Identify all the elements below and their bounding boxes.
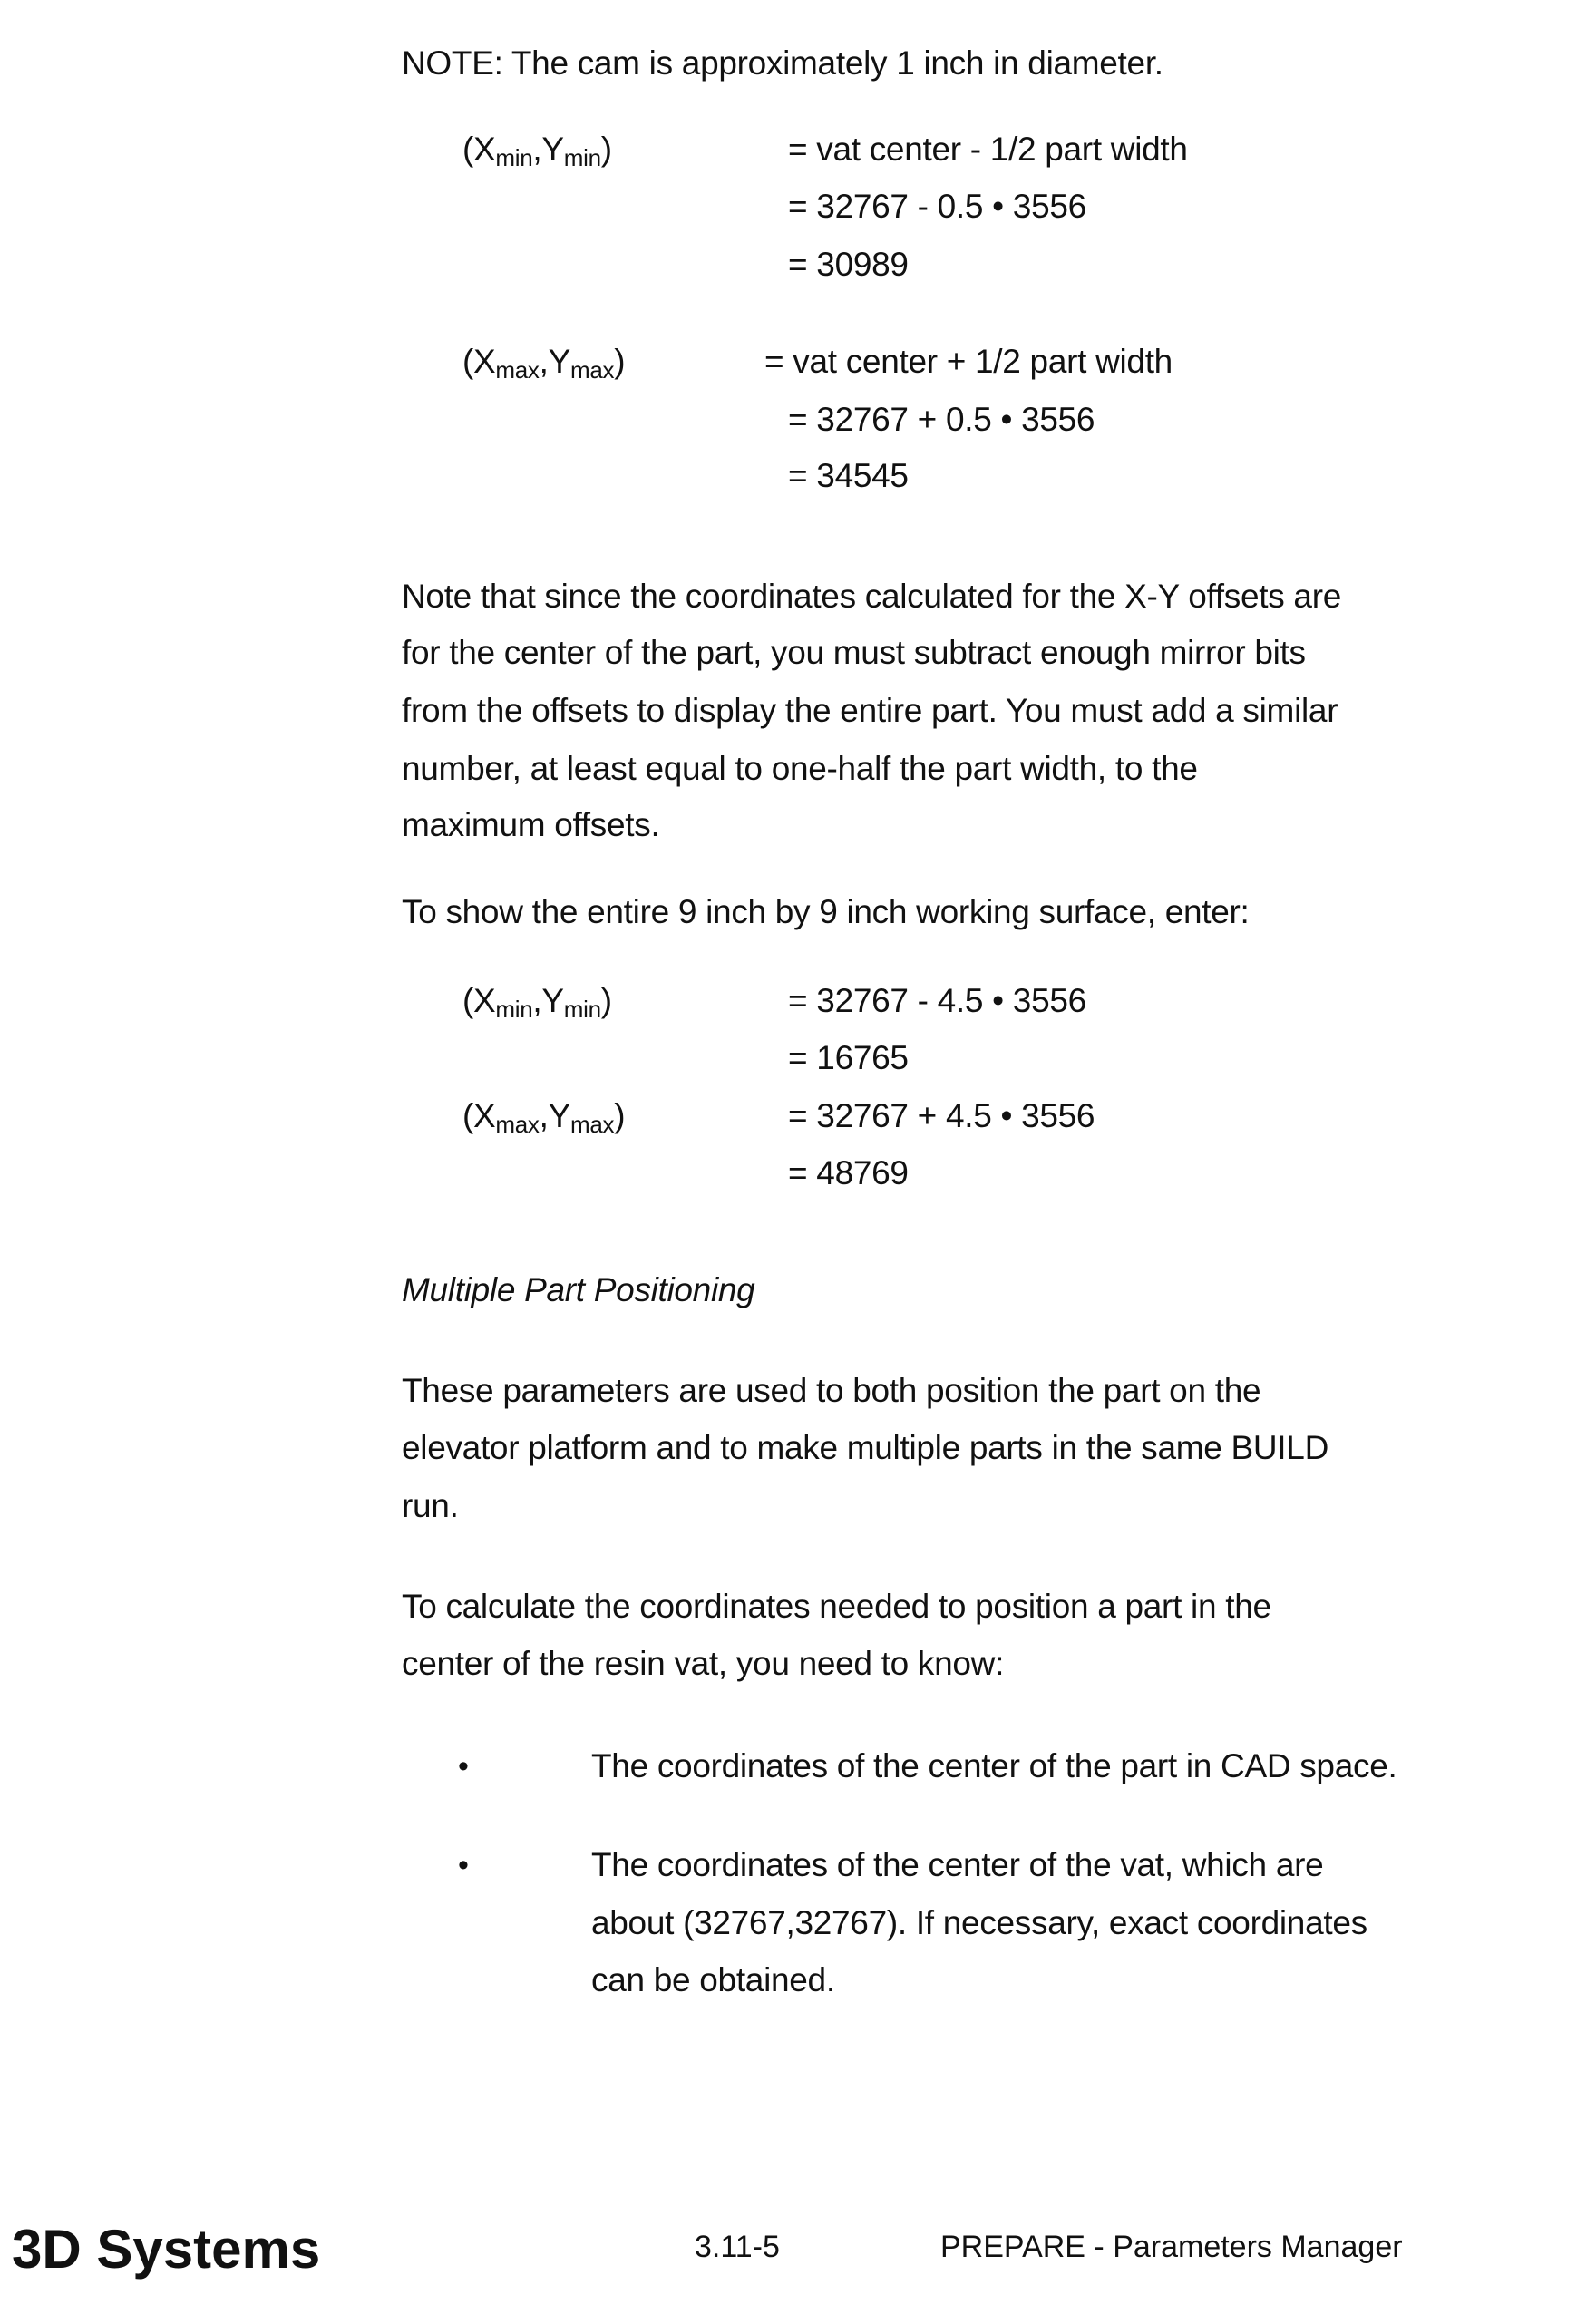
label-part: ) [614,1097,625,1134]
paragraph-line: Note that since the coordinates calculated for the X-Y offsets are [402,577,1341,617]
equation-line: = 32767 + 4.5 • 3556 [788,1096,1095,1136]
paragraph-line: To show the entire 9 inch by 9 inch working surface, enter: [402,892,1250,932]
equation-line: = 32767 - 4.5 • 3556 [788,981,1086,1021]
paragraph-line: maximum offsets. [402,805,659,845]
label-sub: max [495,1111,539,1138]
equation-line: = 16765 [788,1038,909,1078]
equation-line: = 32767 - 0.5 • 3556 [788,187,1086,227]
label-part: ,Y [540,1097,570,1134]
bullet-icon: • [458,1845,469,1885]
label-sub: min [495,996,532,1023]
label-part: ,Y [532,131,563,168]
equation-line: = 32767 + 0.5 • 3556 [788,400,1095,440]
equation-line: = vat center - 1/2 part width [788,130,1188,170]
equation-line: = 30989 [788,245,909,285]
section-heading: Multiple Part Positioning [402,1270,754,1310]
paragraph-line: for the center of the part, you must subtract enough mirror bits [402,633,1306,673]
bullet-icon: • [458,1746,469,1786]
paragraph-line: center of the resin vat, you need to know: [402,1644,1004,1684]
label-part: (X [462,1097,495,1134]
label-sub: max [570,356,614,384]
label-part: ) [601,982,612,1019]
label-part: (X [462,131,495,168]
label-part: ,Y [540,343,570,380]
label-part: (X [462,982,495,1019]
max-coordinate-label [462,342,625,390]
max-coordinate-label [462,1096,625,1144]
min-coordinate-label [462,130,612,178]
paragraph-line: To calculate the coordinates needed to position a part in the [402,1587,1271,1627]
label-sub: min [564,144,601,171]
paragraph-line: These parameters are used to both position the part on the [402,1371,1260,1411]
paragraph-line: from the offsets to display the entire part. You must add a similar [402,691,1338,731]
bullet-item-line: The coordinates of the center of the part in CAD space. [591,1746,1396,1786]
label-sub: max [570,1111,614,1138]
footer-section: PREPARE - Parameters Manager [940,2230,1403,2265]
bullet-item-line: about (32767,32767). If necessary, exact coordinates [591,1903,1367,1943]
paragraph-line: elevator platform and to make multiple parts in the same BUILD [402,1428,1328,1468]
equation-line: = 48769 [788,1153,909,1193]
bullet-item-line: The coordinates of the center of the vat, which are [591,1845,1323,1885]
min-coordinate-label [462,981,612,1029]
label-part: ,Y [532,982,563,1019]
label-sub: min [564,996,601,1023]
label-sub: max [495,356,539,384]
label-part: ) [601,131,612,168]
paragraph-line: run. [402,1486,459,1526]
label-part: (X [462,343,495,380]
footer-page-number: 3.11-5 [695,2230,780,2265]
paragraph-line: number, at least equal to one-half the part width, to the [402,749,1198,789]
equation-line: = vat center + 1/2 part width [764,342,1173,382]
footer-company: 3D Systems [12,2218,320,2280]
note-text: NOTE: The cam is approximately 1 inch in diameter. [402,44,1163,83]
bullet-item-line: can be obtained. [591,1960,835,2000]
label-sub: min [495,144,532,171]
label-part: ) [614,343,625,380]
equation-line: = 34545 [788,456,909,496]
